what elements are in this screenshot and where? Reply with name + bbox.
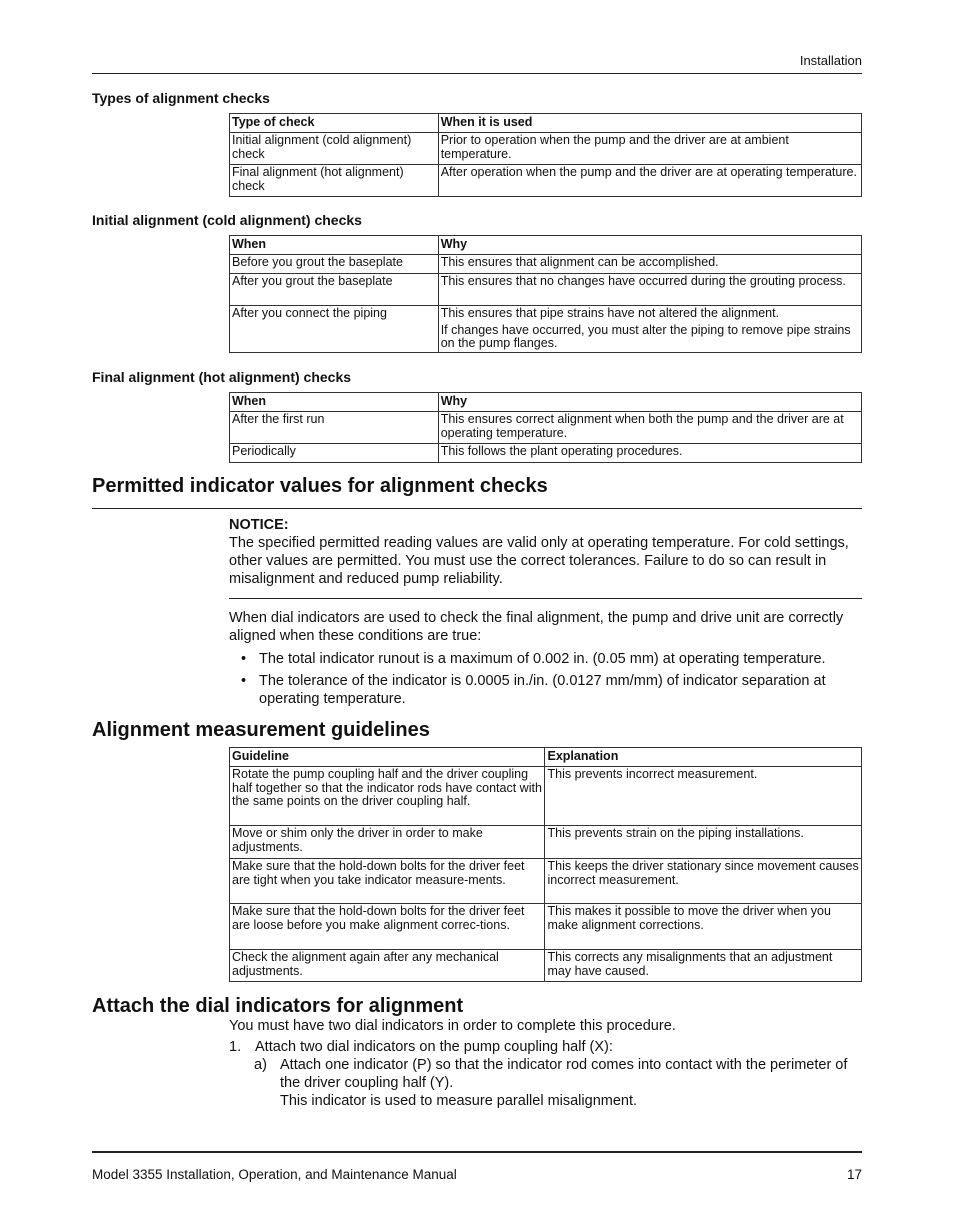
table-cell: Move or shim only the driver in order to make adjustments. bbox=[230, 826, 545, 859]
cell-paragraph: This ensures that pipe strains have not altered the alignment. bbox=[440, 306, 780, 320]
table-cell: This prevents incorrect measurement. bbox=[545, 767, 862, 826]
table-row bbox=[230, 950, 862, 982]
permitted-heading: Permitted indicator values for alignment checks bbox=[92, 475, 548, 497]
table-row bbox=[230, 859, 862, 904]
notice-box bbox=[229, 516, 862, 588]
table-header-row bbox=[230, 114, 862, 133]
notice-title: NOTICE: bbox=[229, 517, 289, 533]
table-cell: Make sure that the hold-down bolts for the driver feet are tight when you take indicator measure-ments. bbox=[230, 859, 545, 904]
header-rule bbox=[92, 73, 862, 74]
table-cell: Rotate the pump coupling half and the driver coupling half together so that the indicator rods have contact with the same points on the driver coupling half. bbox=[230, 767, 545, 826]
step-note: This indicator is used to measure parallel misalignment. bbox=[280, 1093, 638, 1109]
notice-rule bbox=[229, 598, 862, 599]
table-row bbox=[230, 444, 862, 463]
table-header-row bbox=[230, 236, 862, 255]
table-cell bbox=[438, 306, 861, 353]
cell-paragraph: If changes have occurred, you must alter the piping to remove pipe strains on the pump flanges. bbox=[440, 322, 851, 350]
table-row bbox=[230, 255, 862, 274]
table-cell: This follows the plant operating procedures. bbox=[438, 444, 861, 463]
table-row bbox=[230, 767, 862, 826]
step-1a bbox=[254, 1056, 862, 1110]
table-cell: Periodically bbox=[230, 444, 439, 463]
footer-page-number: 17 bbox=[846, 1167, 862, 1182]
table-row bbox=[230, 412, 862, 444]
table-cell: Before you grout the baseplate bbox=[230, 255, 439, 274]
attach-heading: Attach the dial indicators for alignment bbox=[92, 995, 464, 1017]
column-header: When bbox=[230, 393, 439, 412]
footer-manual-title: Model 3355 Installation, Operation, and Maintenance Manual bbox=[92, 1167, 457, 1182]
table-cell: Check the alignment again after any mechanical adjustments. bbox=[230, 950, 545, 982]
footer-rule bbox=[92, 1151, 862, 1153]
table-cell: This ensures correct alignment when both the pump and the driver are at operating temperature. bbox=[438, 412, 861, 444]
permitted-intro: When dial indicators are used to check the final alignment, the pump and drive unit are correctly aligned when these conditions are true: bbox=[229, 610, 844, 644]
table-row bbox=[230, 165, 862, 197]
types-heading: Types of alignment checks bbox=[92, 90, 270, 106]
table-cell: Prior to operation when the pump and the driver are at ambient temperature. bbox=[438, 133, 861, 165]
initial-table bbox=[229, 235, 862, 353]
notice-text: The specified permitted reading values are valid only at operating temperature. For cold settings, other values are permitted. You must use the correct tolerances. Failure to do so can result in misalignment and reduced pump reliability. bbox=[229, 535, 849, 587]
table-cell: This ensures that no changes have occurred during the grouting process. bbox=[438, 274, 861, 306]
table-row bbox=[230, 904, 862, 950]
table-cell: This prevents strain on the piping installations. bbox=[545, 826, 862, 859]
table-cell: Initial alignment (cold alignment) check bbox=[230, 133, 439, 165]
initial-heading: Initial alignment (cold alignment) checks bbox=[92, 212, 362, 228]
step-1 bbox=[229, 1038, 862, 1056]
section-rule bbox=[92, 508, 862, 509]
table-cell: This keeps the driver stationary since movement causes incorrect measurement. bbox=[545, 859, 862, 904]
step-text: Attach one indicator (P) so that the indicator rod comes into contact with the perimeter of the driver coupling half (Y). bbox=[280, 1057, 848, 1091]
guidelines-heading: Alignment measurement guidelines bbox=[92, 719, 430, 741]
table-cell: After the first run bbox=[230, 412, 439, 444]
final-heading: Final alignment (hot alignment) checks bbox=[92, 369, 352, 385]
column-header: Why bbox=[438, 393, 861, 412]
table-header-row bbox=[230, 748, 862, 767]
table-row bbox=[230, 133, 862, 165]
table-cell: After operation when the pump and the driver are at operating temperature. bbox=[438, 165, 861, 197]
table-header-row bbox=[230, 393, 862, 412]
table-cell: Final alignment (hot alignment) check bbox=[230, 165, 439, 197]
table-cell: This makes it possible to move the driver when you make alignment corrections. bbox=[545, 904, 862, 950]
column-header: Guideline bbox=[230, 748, 545, 767]
column-header: When it is used bbox=[438, 114, 861, 133]
running-head: Installation bbox=[799, 53, 862, 68]
list-item: • The total indicator runout is a maximum of 0.002 in. (0.05 mm) at operating temperature. bbox=[229, 650, 862, 668]
attach-intro: You must have two dial indicators in order to complete this procedure. bbox=[229, 1018, 676, 1034]
table-cell: Make sure that the hold-down bolts for the driver feet are loose before you make alignment correc-tions. bbox=[230, 904, 545, 950]
table-row bbox=[230, 306, 862, 353]
column-header: Explanation bbox=[545, 748, 862, 767]
column-header: Type of check bbox=[230, 114, 439, 133]
step-number: a) bbox=[254, 1057, 267, 1073]
table-cell: This corrects any misalignments that an adjustment may have caused. bbox=[545, 950, 862, 982]
conditions-list bbox=[229, 650, 862, 712]
list-item: • The tolerance of the indicator is 0.0005 in./in. (0.0127 mm/mm) of indicator separation at operating temperature. bbox=[229, 672, 862, 708]
column-header: Why bbox=[438, 236, 861, 255]
table-row bbox=[230, 274, 862, 306]
final-table bbox=[229, 392, 862, 463]
step-number: 1. bbox=[229, 1039, 242, 1055]
table-cell: This ensures that alignment can be accomplished. bbox=[438, 255, 861, 274]
step-text: Attach two dial indicators on the pump coupling half (X): bbox=[255, 1039, 613, 1055]
column-header: When bbox=[230, 236, 439, 255]
table-row bbox=[230, 826, 862, 859]
table-cell: After you grout the baseplate bbox=[230, 274, 439, 306]
types-table bbox=[229, 113, 862, 197]
guidelines-table bbox=[229, 747, 862, 982]
table-cell: After you connect the piping bbox=[230, 306, 439, 353]
